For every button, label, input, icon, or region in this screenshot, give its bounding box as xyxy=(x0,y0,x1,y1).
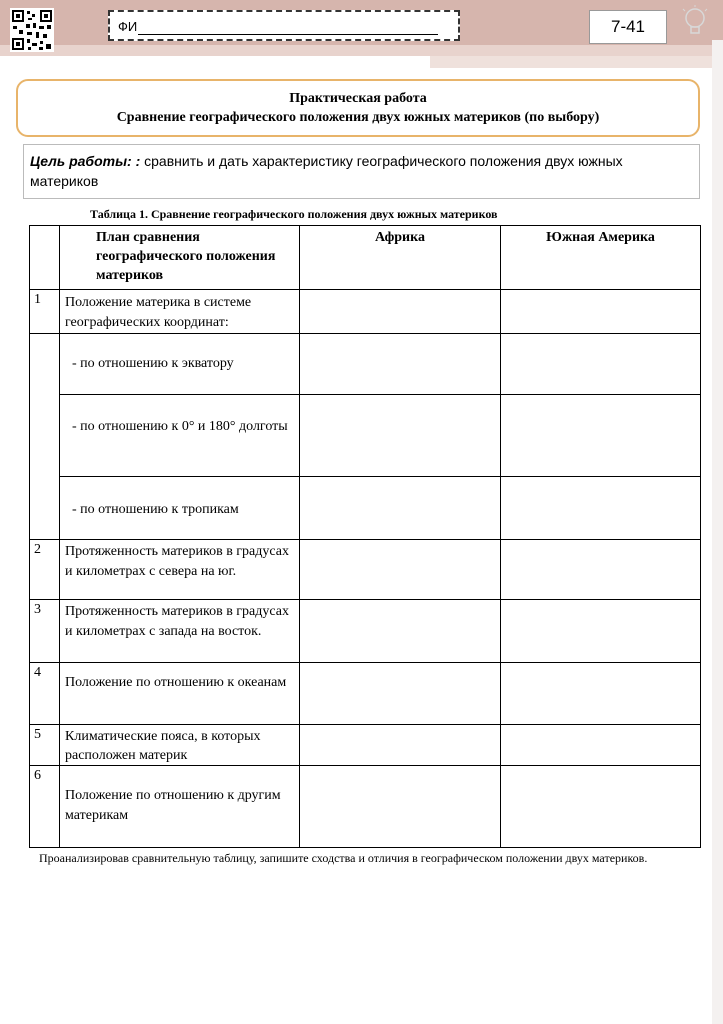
answer-cell-south-america[interactable] xyxy=(501,600,701,663)
answer-cell-south-america[interactable] xyxy=(501,766,701,848)
table-row xyxy=(30,540,701,600)
table-row xyxy=(30,725,701,766)
row-label: - по отношению к экватору xyxy=(60,334,300,395)
name-field-label: ФИ xyxy=(118,19,138,34)
answer-cell-africa[interactable] xyxy=(300,600,501,663)
table-row xyxy=(30,477,701,540)
answer-cell-south-america[interactable] xyxy=(501,540,701,600)
table-row xyxy=(30,395,701,477)
lightbulb-icon xyxy=(680,5,710,41)
answer-cell-south-america[interactable] xyxy=(501,290,701,334)
row-number: 6 xyxy=(30,766,60,848)
qr-code-icon xyxy=(10,8,54,52)
goal-text: сравнить и дать характеристику географического положения двух южных материков xyxy=(30,153,623,189)
table-row xyxy=(30,600,701,663)
table-row xyxy=(30,290,701,334)
header-plan: План сравнения географического положения материков xyxy=(60,226,300,290)
row-label: Протяженность материков в градусах и километрах с севера на юг. xyxy=(60,540,300,600)
answer-cell-south-america[interactable] xyxy=(501,663,701,725)
answer-cell-africa[interactable] xyxy=(300,766,501,848)
footer-instruction: Проанализировав сравнительную таблицу, запишите сходства и отличия в географическом положении двух материков. xyxy=(39,851,648,865)
answer-cell-africa[interactable] xyxy=(300,290,501,334)
row-number: 3 xyxy=(30,600,60,663)
answer-cell-south-america[interactable] xyxy=(501,334,701,395)
answer-cell-africa[interactable] xyxy=(300,540,501,600)
row-label: Положение материка в системе географических координат: xyxy=(60,290,300,334)
answer-cell-south-america[interactable] xyxy=(501,395,701,477)
row-number: 5 xyxy=(30,725,60,766)
row-label: - по отношению к 0° и 180° долготы xyxy=(60,395,300,477)
table-row xyxy=(30,663,701,725)
table-caption: Таблица 1. Сравнение географического положения двух южных материков xyxy=(90,207,498,221)
row-number: 2 xyxy=(30,540,60,600)
right-edge-strip xyxy=(712,40,723,1024)
name-field[interactable] xyxy=(108,10,460,41)
row-number xyxy=(30,334,60,395)
comparison-table xyxy=(29,225,701,848)
row-label: Положение по отношению к другим материкам xyxy=(60,766,300,848)
table-header-row xyxy=(30,226,701,290)
goal-box xyxy=(23,144,700,199)
header-band-lower xyxy=(0,45,723,56)
header-num-cell xyxy=(30,226,60,290)
worksheet-subtitle: Сравнение географического положения двух южных материков (по выбору) xyxy=(116,110,600,125)
answer-cell-africa[interactable] xyxy=(300,334,501,395)
row-number xyxy=(30,395,60,477)
worksheet-title: Практическая работа xyxy=(289,91,427,106)
header-africa: Африка xyxy=(300,226,501,290)
table-row xyxy=(30,766,701,848)
answer-cell-africa[interactable] xyxy=(300,477,501,540)
name-field-underline xyxy=(138,34,438,35)
table-row xyxy=(30,334,701,395)
answer-cell-south-america[interactable] xyxy=(501,477,701,540)
header-south-america: Южная Америка xyxy=(501,226,701,290)
row-number: 1 xyxy=(30,290,60,334)
worksheet-title-box xyxy=(16,79,700,137)
row-label: Климатические пояса, в которых расположен материк xyxy=(60,725,300,766)
answer-cell-south-america[interactable] xyxy=(501,725,701,766)
row-label: Положение по отношению к океанам xyxy=(60,663,300,725)
row-label: Протяженность материков в градусах и километрах с запада на восток. xyxy=(60,600,300,663)
row-label: - по отношению к тропикам xyxy=(60,477,300,540)
goal-label: Цель работы: : xyxy=(30,153,141,169)
row-number xyxy=(30,477,60,540)
answer-cell-africa[interactable] xyxy=(300,725,501,766)
worksheet-code: 7-41 xyxy=(589,10,667,44)
row-number: 4 xyxy=(30,663,60,725)
answer-cell-africa[interactable] xyxy=(300,395,501,477)
header-band-accent xyxy=(430,56,723,68)
answer-cell-africa[interactable] xyxy=(300,663,501,725)
